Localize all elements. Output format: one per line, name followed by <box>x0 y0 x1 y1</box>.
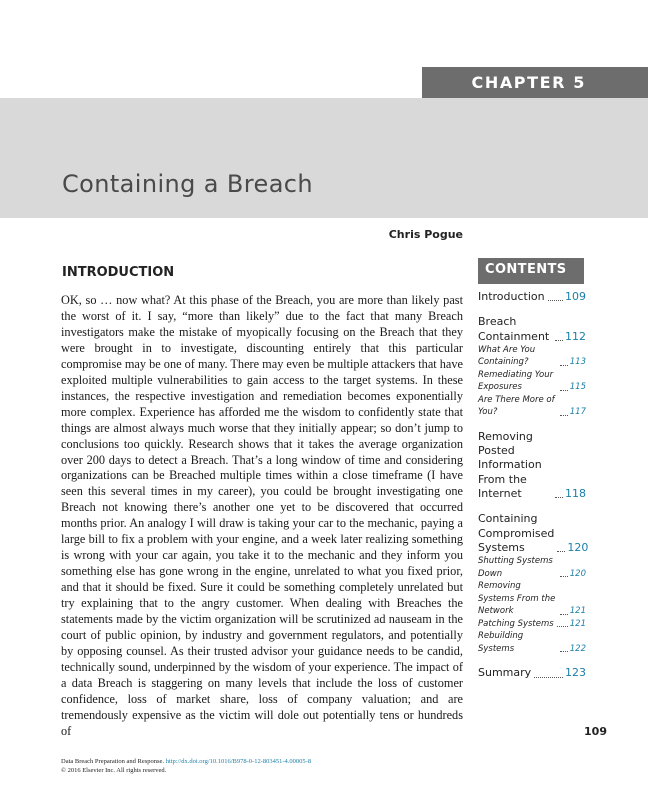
footer-book-title: Data Breach Preparation and Response. <box>61 758 165 765</box>
toc-subentry[interactable] <box>478 630 586 655</box>
toc-entry-title: Introduction <box>478 290 545 303</box>
body-paragraph: OK, so … now what? At this phase of the Breach, you are more than likely past the worst of it. I say, “more than likely” due to the fact that many Breach investigators make the mistake of myopically focusing on the Breach that they were brought in to investigate, discounting entirely that this particular compromise may be one of many. There may even be multiple attackers that have exploited multiple vulnerabilities to gain access to the target systems. In these instances, the respective investigation and remediation becomes exponentially more complex. Experience has afforded me the wisdom to confidently state that things are almost always much worse that they initially appear; so don’t jump to conclusions too quickly. Research shows that it takes the average organization over 200 days to detect a Breach. That’s a long window of time and considering organizations can be Breached multiple times within a close timeframe (I have seen this several times in my career), you could be brought investigating one Breach not knowing there’s another one yet to be discovered that occurred months prior. An analogy I will draw is taking your car to the mechanic, paying a large bill to fix a problem with your engine, and a week later realizing something is wrong with your car again, you take it to the mechanic and they inform you something else has gone wrong in the engine, unrelated to what you fixed prior, and that it should be fixed. Sure it could be something completely unrelated but try explaining that to the angry customer. When dealing with Breaches the statements made by the victim organization will be scrutinized ad nauseam in the court of public opinion, by industry and government regulators, and potentially by opposing counsel. As their trusted advisor your guidance needs to be candid, technically sound, underpinned by the wisdom of your experience. The impact of a data Breach is staggering on many levels that include the loss of customer confidence, loss of market share, loss of company valuation; and are tremendously expensive as the victim will dole out potentially tens or hundreds of <box>61 293 463 738</box>
toc-leader <box>555 497 563 498</box>
toc-leader <box>557 551 565 552</box>
chapter-title: Containing a Breach <box>62 170 314 198</box>
toc-entry-title: Removing Systems From the Network <box>478 581 556 617</box>
toc-entry-title: What Are You Containing? <box>478 344 536 368</box>
toc-entry-title: Containing Compromised Systems <box>478 512 555 554</box>
toc-entry-page[interactable]: 120 <box>569 568 586 579</box>
toc-entry-title: Summary <box>478 666 532 680</box>
page-number: 109 <box>584 725 607 738</box>
toc-entry-title: Breach Containment <box>478 315 550 343</box>
toc-entry-page[interactable]: 117 <box>569 407 586 418</box>
footer-citation <box>61 757 311 766</box>
toc-entry[interactable] <box>478 315 586 344</box>
author-name: Chris Pogue <box>388 228 463 241</box>
toc-entry-title: Patching Systems <box>478 618 554 629</box>
toc-subentry[interactable] <box>478 580 586 618</box>
toc-subentry[interactable] <box>478 369 586 394</box>
footer-doi-link[interactable]: http://dx.doi.org/10.1016/B978-0-12-803451-4.00005-8 <box>165 758 312 765</box>
toc-entry[interactable] <box>478 666 586 680</box>
toc-subentry[interactable] <box>478 555 586 580</box>
toc-subentry[interactable] <box>478 394 586 419</box>
chapter-label: CHAPTER 5 <box>471 73 586 92</box>
toc-leader <box>557 626 568 627</box>
footer-copyright: © 2016 Elsevier Inc. All rights reserved. <box>61 767 167 774</box>
toc-entry-page[interactable]: 121 <box>569 618 586 629</box>
toc-entry-title: Shutting Systems Down <box>478 556 553 579</box>
toc-leader <box>534 677 563 678</box>
toc-entry[interactable] <box>478 512 589 555</box>
contents-label: CONTENTS <box>485 262 567 277</box>
toc-entry[interactable] <box>478 430 586 501</box>
toc-leader <box>560 614 568 615</box>
toc-entry-page[interactable]: 112 <box>565 329 586 343</box>
toc-leader <box>560 651 568 652</box>
toc-entry-title: Removing Posted Information From the Internet <box>478 429 542 501</box>
toc-entry-title: Rebuilding Systems <box>478 631 524 654</box>
toc-entry-page[interactable]: 122 <box>569 643 586 654</box>
toc-subentry[interactable] <box>478 618 586 631</box>
footer <box>61 757 311 775</box>
toc-entry-title: Are There More of You? <box>478 394 555 418</box>
toc-subentry[interactable] <box>478 344 586 369</box>
toc-leader <box>560 415 568 416</box>
toc-entry[interactable] <box>478 290 586 304</box>
toc-leader <box>560 576 568 577</box>
toc-leader <box>560 365 568 366</box>
toc-entry-page[interactable]: 118 <box>565 487 586 501</box>
chapter-banner <box>422 67 648 98</box>
toc-leader <box>560 390 568 391</box>
toc-entry-title: Remediating Your Exposures <box>478 369 554 393</box>
toc-entry-page[interactable]: 115 <box>569 382 586 393</box>
toc-entry-page[interactable]: 123 <box>565 666 586 680</box>
table-of-contents <box>478 290 589 681</box>
toc-entry-page[interactable]: 120 <box>567 540 589 554</box>
toc-entry-page[interactable]: 121 <box>569 606 586 617</box>
section-heading: INTRODUCTION <box>62 265 175 280</box>
toc-leader <box>548 300 563 301</box>
toc-entry-page[interactable]: 113 <box>569 357 586 368</box>
title-band <box>0 98 648 218</box>
contents-banner <box>478 258 584 284</box>
toc-leader <box>555 340 563 341</box>
toc-entry-page[interactable]: 109 <box>565 290 586 303</box>
